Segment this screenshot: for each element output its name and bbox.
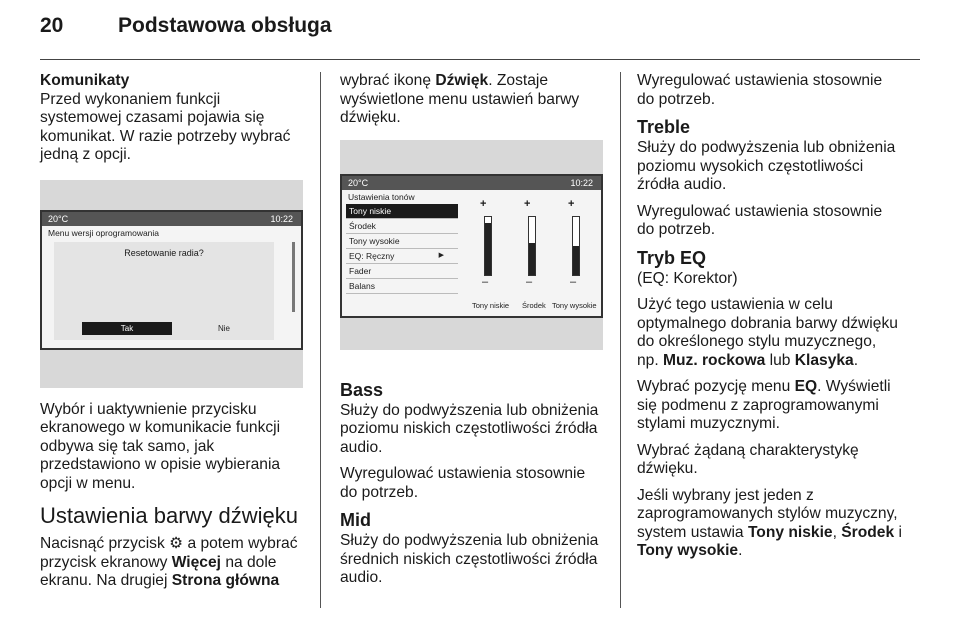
chapter-title: Podstawowa obsługa — [118, 14, 332, 37]
status-bar — [42, 212, 301, 226]
plus-icon: + — [568, 198, 575, 210]
paragraph: Wybór i uaktywnienie przycisku ekranowego w komunikacie funkcji odbywa się tak samo, jak przedstawiono w opisie wybierania opcji w menu. — [40, 400, 281, 492]
slider-label: Tony wysokie — [552, 301, 597, 310]
messages-heading: Komunikaty — [40, 72, 130, 89]
page-number: 20 — [40, 14, 64, 37]
eq-heading: Tryb EQ — [637, 247, 707, 268]
plus-icon: + — [524, 198, 531, 210]
page-header — [40, 14, 920, 50]
slider-fill — [485, 223, 491, 275]
menu-item-eq[interactable]: EQ: Ręczny ▶ — [346, 249, 458, 264]
paragraph: Wyregulować ustawienia stosownie do potrzeb. — [637, 72, 883, 108]
treble-heading: Treble — [637, 117, 691, 137]
minus-icon: – — [482, 276, 489, 288]
column-3 — [637, 72, 902, 569]
scrollbar[interactable] — [292, 242, 295, 312]
header-rule — [40, 59, 920, 60]
menu-item-treble[interactable]: Tony wysokie — [346, 234, 458, 249]
slider-label: Tony niskie — [472, 301, 510, 310]
no-button[interactable]: Nie — [217, 324, 230, 333]
column-divider — [320, 72, 321, 608]
paragraph: Jeśli wybrany jest jeden z zaprogramowanych stylów muzyczny, system ustawia Tony niskie, Środek i Tony wysokie. — [637, 486, 902, 559]
menu-item-bass[interactable]: Tony niskie — [346, 204, 458, 219]
paragraph: Nacisnąć przycisk ⚙ a potem wybrać przycisk ekranowy Więcej na dole ekranu. Na drugiej Strona główna — [40, 535, 298, 589]
temperature: 20°C — [348, 178, 369, 188]
slider-fill — [573, 246, 579, 275]
menu-item-mid[interactable]: Środek — [346, 219, 458, 234]
treble-text: Służy do podwyższenia lub obniżenia poziomu wysokich częstotliwości źródła audio. — [637, 139, 896, 193]
mid-text: Służy do podwyższenia lub obniżenia średnich niskich częstotliwości źródła audio. — [340, 532, 599, 586]
yes-button[interactable]: Tak — [82, 322, 172, 335]
minus-icon: – — [526, 276, 533, 288]
section-title: Ustawienia barwy dźwięku — [40, 503, 298, 528]
radio-screen — [40, 210, 303, 350]
messages-intro: Przed wykonaniem funkcji systemowej czasami pojawia się komunikat. W razie potrzeby wybrać jedną z opcji. — [40, 90, 291, 163]
bass-heading: Bass — [340, 379, 384, 400]
slider-bass[interactable] — [474, 198, 502, 288]
tone-menu — [346, 204, 458, 294]
bass-adjust: Wyregulować ustawienia stosownie do potrzeb. — [340, 465, 586, 501]
bass-text: Służy do podwyższenia lub obniżenia poziomu niskich częstotliwości źródła audio. — [340, 401, 599, 456]
eq-subtitle: (EQ: Korektor) — [637, 269, 738, 287]
clock: 10:22 — [270, 214, 293, 224]
slider-mid[interactable] — [518, 198, 546, 288]
treble-adjust: Wyregulować ustawienia stosownie do potrzeb. — [637, 202, 883, 238]
radio-screen — [340, 174, 603, 318]
paragraph: Wybrać żądaną charakterystykę dźwięku. — [637, 441, 859, 477]
slider-fill — [529, 243, 535, 275]
paragraph: wybrać ikonę Dźwięk. Zostaje wyświetlone menu ustawień barwy dźwięku. — [340, 72, 580, 126]
settings-icon: ⚙ — [169, 535, 184, 552]
paragraph: Użyć tego ustawienia w celu optymalnego dobrania barwy dźwięku do określonego stylu muzycznego, np. Muz. rockowa lub Klasyka. — [637, 296, 898, 369]
slider-treble[interactable] — [562, 198, 590, 288]
paragraph: Wybrać pozycję menu EQ. Wyświetli się podmenu z zaprogramowanymi stylami muzycznymi. — [637, 378, 891, 432]
mid-heading: Mid — [340, 510, 371, 530]
reset-dialog — [54, 242, 274, 340]
menu-item-fader[interactable]: Fader — [346, 264, 458, 279]
screenshot-tone-settings — [340, 140, 603, 350]
slider-label: Środek — [522, 301, 546, 310]
screenshot-reset-dialog — [40, 180, 303, 388]
temperature: 20°C — [48, 214, 69, 224]
arrow-right-icon: ▶ — [438, 252, 444, 259]
plus-icon: + — [480, 198, 487, 210]
screen-subtitle: Menu wersji oprogramowania — [48, 228, 160, 238]
minus-icon: – — [570, 276, 577, 288]
menu-item-balance[interactable]: Balans — [346, 279, 458, 294]
dialog-question: Resetowanie radia? — [124, 248, 204, 258]
column-divider — [620, 72, 621, 608]
screen-subtitle: Ustawienia tonów — [348, 192, 415, 202]
status-bar — [342, 176, 601, 190]
clock: 10:22 — [570, 178, 593, 188]
